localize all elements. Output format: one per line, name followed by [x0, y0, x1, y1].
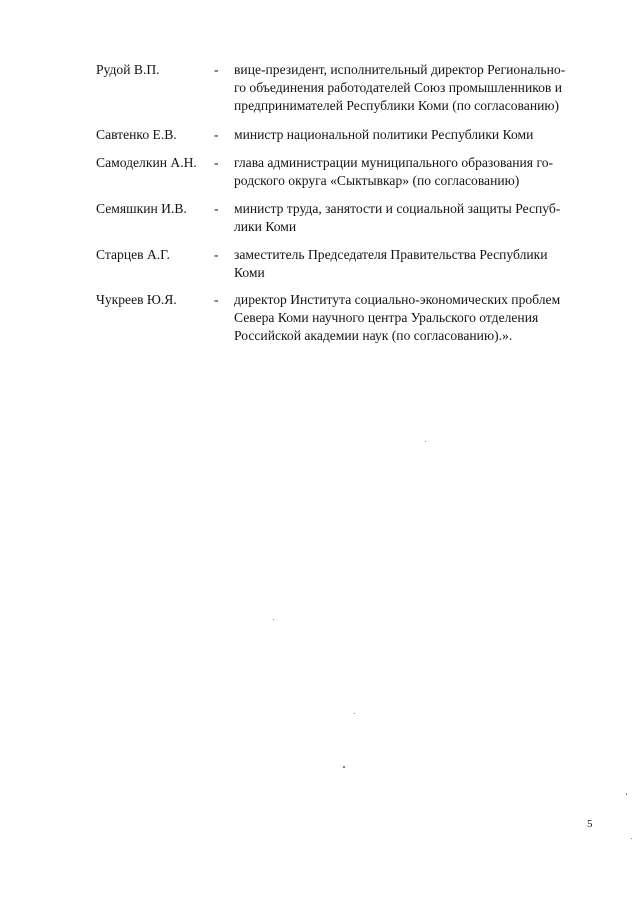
role-line: министр труда, занятости и социальной защиты Респуб-	[234, 201, 561, 216]
member-name: Семяшкин И.В.	[96, 201, 187, 216]
page-number: 5	[587, 818, 593, 830]
role-line: лики Коми	[234, 219, 297, 234]
separator-dash: -	[214, 201, 219, 216]
role-line: Севера Коми научного центра Уральского отделения	[234, 310, 539, 325]
member-role	[234, 246, 548, 282]
scan-speck	[343, 766, 345, 768]
member-name: Самоделкин А.Н.	[96, 155, 197, 170]
scan-speck	[631, 838, 632, 839]
separator-dash: -	[214, 127, 219, 142]
scan-speck	[425, 441, 426, 442]
role-line: глава администрации муниципального образования го-	[234, 155, 554, 170]
role-line: родского округа «Сыктывкар» (по согласованию)	[234, 173, 520, 188]
separator-dash: -	[214, 292, 219, 307]
scan-speck	[354, 713, 355, 714]
role-line: директор Института социально-экономических проблем	[234, 292, 561, 307]
role-line: Российской академии наук (по согласованию).».	[234, 328, 513, 343]
member-role	[234, 200, 560, 236]
member-role	[234, 291, 560, 345]
separator-dash: -	[214, 247, 219, 262]
role-line: предпринимателей Республики Коми (по согласованию)	[234, 98, 560, 113]
member-name: Чукреев Ю.Я.	[96, 292, 177, 307]
role-line: Коми	[234, 265, 265, 280]
role-line: министр национальной политики Республики Коми	[234, 127, 534, 142]
scan-speck	[273, 619, 274, 620]
member-role	[234, 61, 565, 115]
member-name: Рудой В.П.	[96, 62, 160, 77]
member-name: Савтенко Е.В.	[96, 127, 177, 142]
member-role	[234, 126, 533, 144]
separator-dash: -	[214, 155, 219, 170]
scan-speck	[626, 793, 627, 795]
role-line: вице-президент, исполнительный директор Регионально-	[234, 62, 566, 77]
member-name: Старцев А.Г.	[96, 247, 170, 262]
separator-dash: -	[214, 62, 219, 77]
role-line: го объединения работодателей Союз промышленников и	[234, 80, 563, 95]
role-line: заместитель Председателя Правительства Республики	[234, 247, 548, 262]
member-role	[234, 154, 553, 190]
